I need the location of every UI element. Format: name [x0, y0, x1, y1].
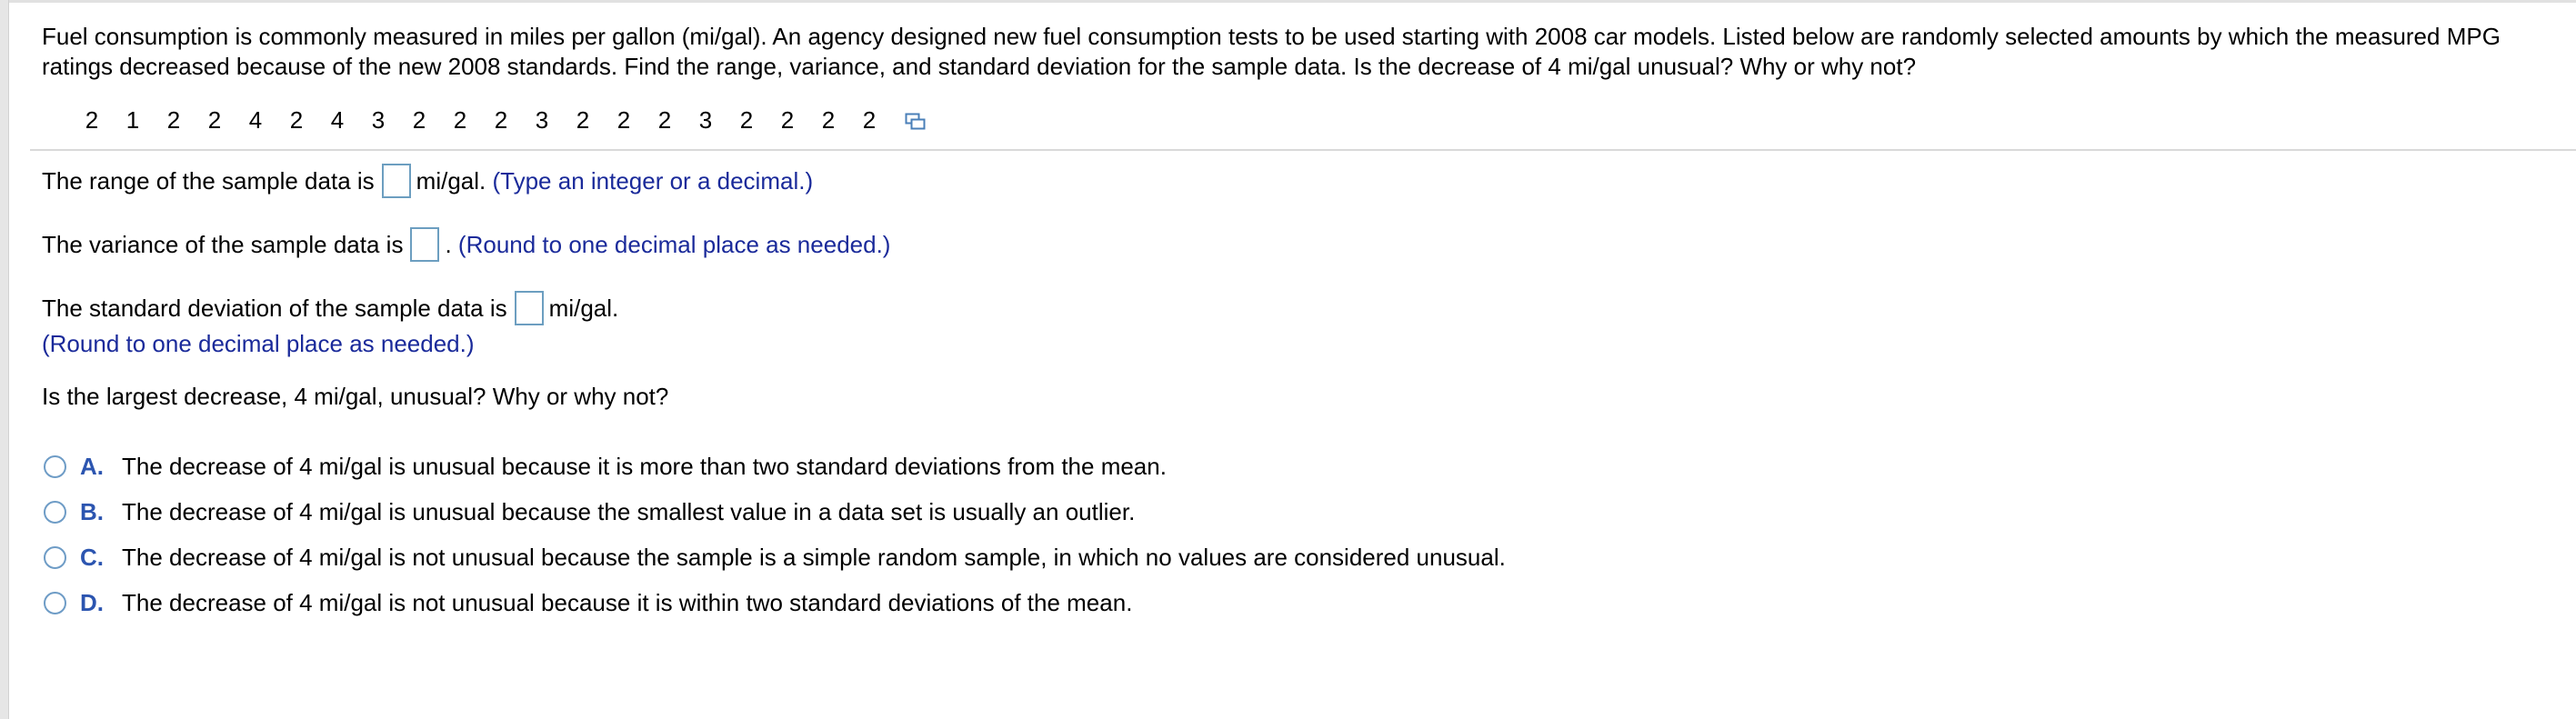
data-value: 2 — [494, 106, 508, 134]
data-value: 3 — [698, 106, 713, 134]
question-text: Fuel consumption is commonly measured in miles per gallon (mi/gal). An agency designed new fuel consumption tests to be used starting with 2008 car models. Listed below are randomly selected amounts by which the measured MPG ratings decreased because of the new 2008 standards. Find the range, variance, and standard deviation for the sample data. Is the decrease of 4 mi/gal unusual? Why or why not? — [42, 23, 2501, 80]
data-value: 2 — [576, 106, 590, 134]
range-unit: mi/gal. — [416, 167, 486, 195]
data-value: 2 — [412, 106, 426, 134]
variance-period: . — [445, 231, 452, 258]
option-d-text: The decrease of 4 mi/gal is not unusual because it is within two standard deviations of the mean. — [122, 589, 1133, 616]
option-a-letter: A. — [80, 453, 104, 480]
option-c[interactable] — [44, 539, 1589, 575]
option-c-radio[interactable] — [44, 546, 66, 569]
std-label: The standard deviation of the sample data is — [42, 295, 507, 322]
option-c-text: The decrease of 4 mi/gal is not unusual because the sample is a simple random sample, in which no values are considered unusual. — [122, 544, 1506, 571]
data-value: 2 — [289, 106, 304, 134]
range-input[interactable] — [382, 164, 411, 198]
data-value: 3 — [371, 106, 386, 134]
option-c-letter: C. — [80, 544, 104, 571]
option-a[interactable] — [44, 448, 1589, 484]
data-value: 4 — [330, 106, 345, 134]
option-b[interactable] — [44, 494, 1589, 530]
data-value: 2 — [207, 106, 222, 134]
option-b-radio[interactable] — [44, 501, 66, 524]
range-line — [42, 165, 813, 200]
range-hint: (Type an integer or a decimal.) — [492, 167, 814, 195]
std-input[interactable] — [515, 291, 544, 325]
data-value: 2 — [616, 106, 631, 134]
variance-hint: (Round to one decimal place as needed.) — [457, 231, 891, 258]
variance-input[interactable] — [410, 227, 439, 262]
data-values-row — [0, 104, 1091, 136]
option-b-text: The decrease of 4 mi/gal is unusual because the smallest value in a data set is usually an outlier. — [122, 498, 1136, 525]
data-value: 3 — [535, 106, 549, 134]
variance-label: The variance of the sample data is — [42, 231, 404, 258]
variance-line — [42, 228, 890, 264]
data-value: 2 — [862, 106, 877, 134]
unusual-question: Is the largest decrease, 4 mi/gal, unusual? Why or why not? — [42, 383, 669, 410]
data-value: 2 — [739, 106, 754, 134]
std-line — [42, 292, 618, 327]
option-d-radio[interactable] — [44, 592, 66, 614]
option-a-text: The decrease of 4 mi/gal is unusual because it is more than two standard deviations from the mean. — [122, 453, 1167, 480]
range-label: The range of the sample data is — [42, 167, 375, 195]
section-divider — [30, 149, 2576, 151]
top-border — [9, 0, 2576, 3]
option-d[interactable] — [44, 584, 1589, 621]
data-value: 2 — [85, 106, 99, 134]
copy-data-icon[interactable] — [905, 113, 927, 131]
option-d-letter: D. — [80, 589, 104, 616]
option-a-radio[interactable] — [44, 455, 66, 478]
data-value: 2 — [657, 106, 672, 134]
std-unit: mi/gal. — [548, 295, 619, 322]
data-value: 2 — [780, 106, 795, 134]
data-value: 1 — [125, 106, 140, 134]
data-value: 2 — [166, 106, 181, 134]
std-hint: (Round to one decimal place as needed.) — [42, 330, 475, 357]
data-value: 2 — [453, 106, 467, 134]
option-b-letter: B. — [80, 498, 104, 525]
data-value: 4 — [248, 106, 263, 134]
data-value: 2 — [821, 106, 836, 134]
